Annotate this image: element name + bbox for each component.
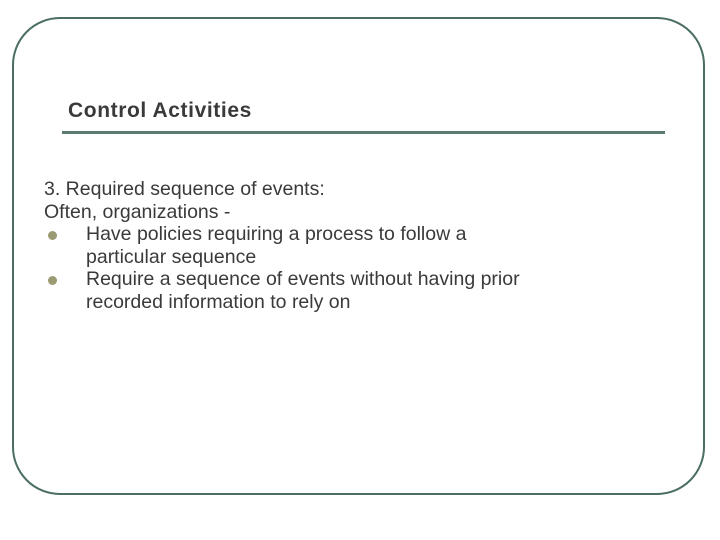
list-item xyxy=(44,223,684,268)
bullet-dot-icon xyxy=(48,231,57,240)
intro-text: Often, organizations - xyxy=(44,200,231,223)
slide-title: Control Activities xyxy=(68,99,252,122)
bullet-line: particular sequence xyxy=(86,245,257,268)
bullet-line: recorded information to rely on xyxy=(86,290,351,313)
list-item xyxy=(44,268,684,313)
section-heading: 3. Required sequence of events: xyxy=(44,178,325,200)
bullet-line: Have policies requiring a process to follow a xyxy=(86,223,467,245)
bullet-line: Require a sequence of events without having prior xyxy=(86,268,520,290)
bullet-dot-icon xyxy=(48,276,57,285)
slide-body xyxy=(44,178,684,313)
title-underline xyxy=(62,131,665,134)
bullet-list xyxy=(44,223,684,313)
